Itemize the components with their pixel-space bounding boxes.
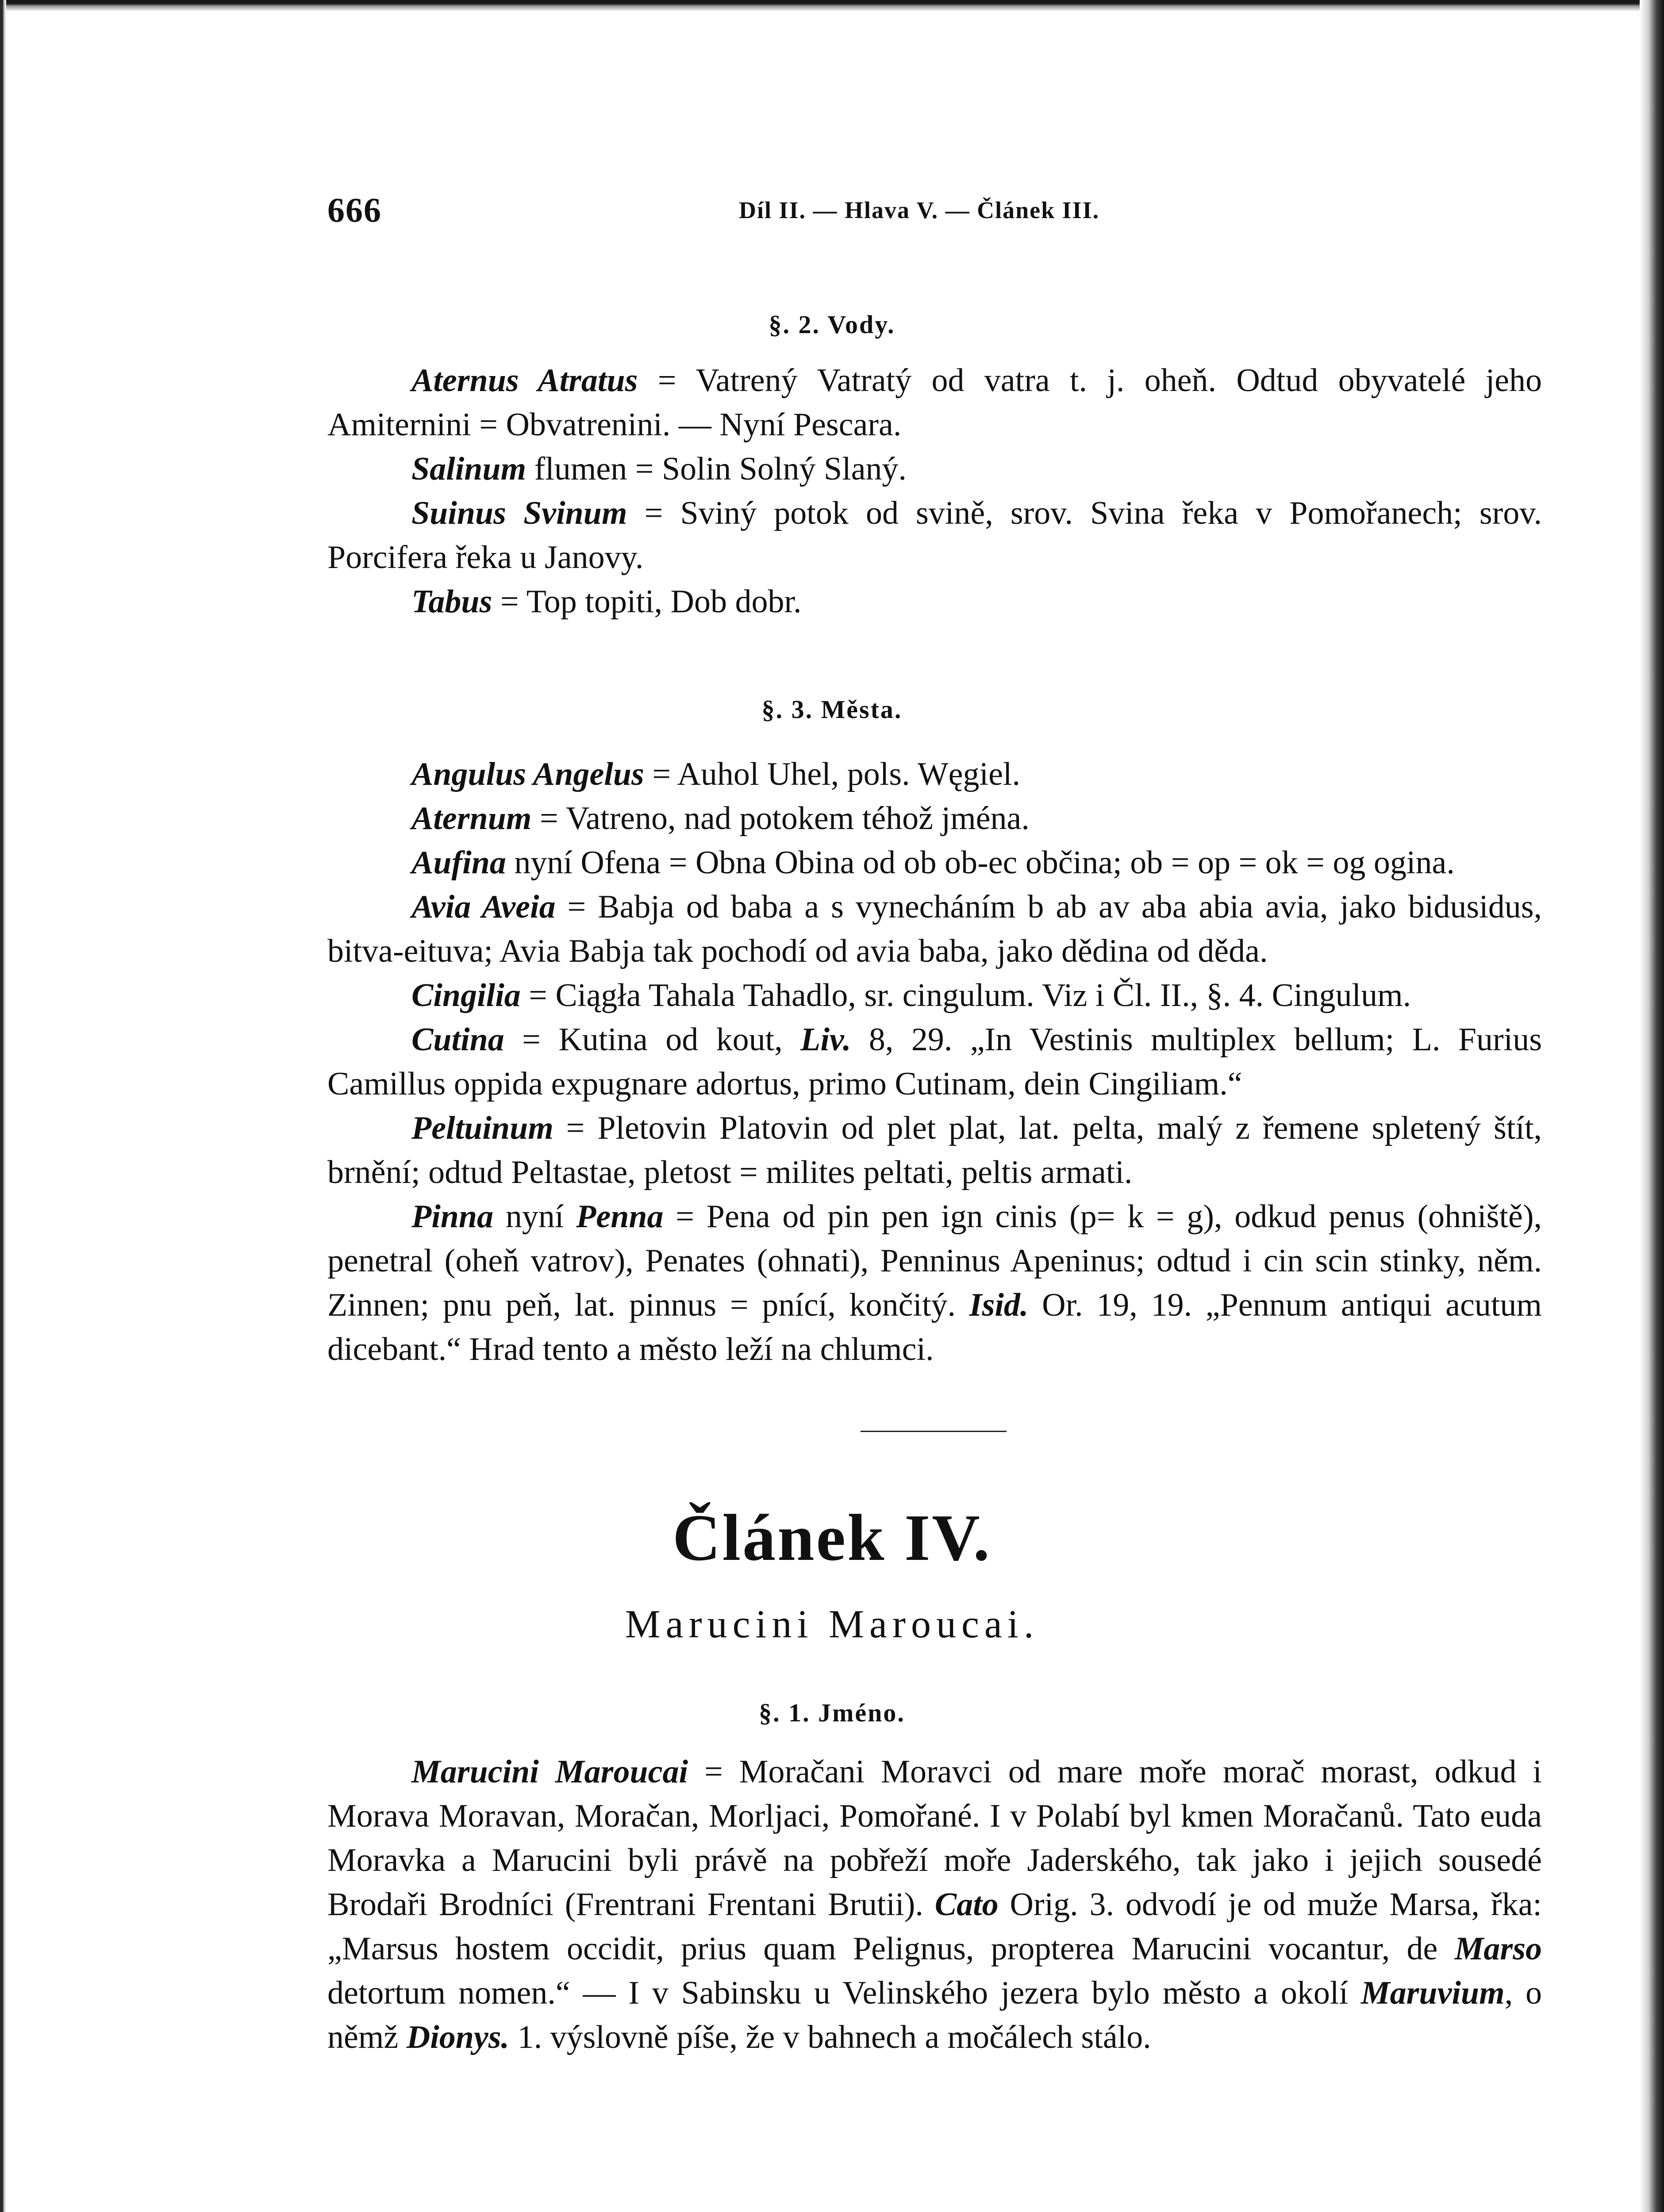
entry-salinum xyxy=(327,447,1542,491)
entry-aternus xyxy=(327,358,1542,447)
running-head xyxy=(327,190,1540,239)
entry-term-alt: Penna xyxy=(576,1198,664,1235)
entry-term: Aternum xyxy=(411,800,532,837)
entry-angulus xyxy=(327,752,1542,796)
entry-term: Avia Aveia xyxy=(411,889,556,925)
section-waters-body xyxy=(327,358,1542,624)
entry-tabus xyxy=(327,580,1542,624)
entry-text-cont: 1. výslovně píše, že v bahnech a močálech stálo. xyxy=(509,2019,1151,2055)
entry-text: = Vatreno, nad potokem téhož jména. xyxy=(531,800,1030,837)
entry-pinna xyxy=(327,1194,1542,1371)
section-heading-towns: §. 3. Města. xyxy=(761,695,903,724)
entry-text: = Ciągła Tahala Tahadlo, sr. cingulum. Viz i Čl. II., §. 4. Cingulum. xyxy=(520,977,1411,1014)
entry-term: Marucini Maroucai xyxy=(411,1754,688,1790)
entry-text: = Babja od baba a s vynecháním b ab av aba abia avia, jako bidusidus, bitva-eituva; Avia Babja tak pochodí od avia baba, jako dědina od děda. xyxy=(327,889,1542,969)
entry-aternum xyxy=(327,796,1542,841)
entry-text: = Pletovin Platovin od plet plat, lat. pelta, malý z řemene spletený štít, brnění; odtud Peltastae, pletost = milites peltati, peltis armati. xyxy=(327,1110,1542,1190)
entry-suinus xyxy=(327,491,1542,580)
section-divider-rule xyxy=(861,1431,1007,1432)
entry-term: Salinum xyxy=(411,451,526,487)
entry-cingilia xyxy=(327,973,1542,1018)
entry-text: nyní Ofena = Obna Obina od ob ob-ec občina; ob = op = ok = og ogina. xyxy=(506,845,1455,881)
entry-text: nyní xyxy=(493,1198,576,1235)
entry-avia xyxy=(327,885,1542,973)
entry-text: flumen = Solin Solný Slaný. xyxy=(526,451,907,487)
entry-term: Angulus Angelus xyxy=(411,756,644,792)
entry-term: Suinus Svinum xyxy=(411,495,627,531)
citation-ref: Dionys. xyxy=(406,2019,510,2055)
entry-text: = Sviný potok od svině, srov. Svina řeka v Pomořanech; srov. Porcifera řeka u Janovy. xyxy=(327,495,1542,576)
entry-text-cont: Orig. 3. odvodí je od muže Marsa, řka: „Marsus hostem occidit, prius quam Pelignus, propterea Marucini vocantur, de xyxy=(327,1886,1542,1967)
entry-term: Aternus Atratus xyxy=(411,362,638,399)
entry-text-cont: detortum nomen.“ — I v Sabinsku u Velinského jezera bylo město a okolí xyxy=(327,1975,1361,2011)
entry-term: Pinna xyxy=(411,1198,494,1235)
entry-text: = Top topiti, Dob dobr. xyxy=(492,584,802,620)
entry-aufina xyxy=(327,841,1542,885)
entry-term: Cingilia xyxy=(411,977,521,1014)
article-title: Článek IV. xyxy=(673,1501,991,1575)
entry-text-cont: 8, 29. „In Vestinis multiplex bellum; L. Furius Camillus oppida expugnare adortus, primo Cutinam, dein Cingiliam.“ xyxy=(327,1022,1542,1102)
running-head-title: Díl II. — Hlava V. — Článek III. xyxy=(739,197,1100,223)
citation-ref: Liv. xyxy=(800,1022,851,1058)
entry-text: = Auhol Uhel, pols. Węgiel. xyxy=(644,756,1020,792)
paragraph-marucini xyxy=(327,1750,1542,2059)
entry-term: Aufina xyxy=(411,845,506,881)
page-number: 666 xyxy=(327,191,382,229)
citation-ref: Maruvium xyxy=(1360,1975,1505,2011)
citation-ref: Cato xyxy=(934,1886,999,1923)
entry-term: Peltuinum xyxy=(411,1110,553,1146)
section-towns-body xyxy=(327,752,1542,1371)
entry-peltuinum xyxy=(327,1106,1542,1194)
entry-text: = Vatrený Vatratý od vatra t. j. oheň. Odtud obyvatelé jeho Amiternini = Obvatrenini. — Nyní Pescara. xyxy=(327,362,1542,443)
entry-term: Tabus xyxy=(411,584,492,620)
entry-text-cont: , o němž xyxy=(327,1975,1542,2055)
entry-text-cont: Or. 19, 19. „Pennum antiqui acutum dicebant.“ Hrad tento a město leží na chlumci. xyxy=(327,1287,1542,1367)
entry-cutina xyxy=(327,1018,1542,1106)
entry-text-cont: = Pena od pin pen ign cinis (p= k = g), odkud penus (ohniště), penetral (oheň vatrov), Penates (ohnati), Penninus Apeninus; odtud i cin scin stinky, něm. Zinnen; pnu peň, lat. pinnus = pnící, končitý. xyxy=(327,1198,1542,1323)
entry-text: = Moračani Moravci od mare moře morač morast, odkud i Morava Moravan, Moračan, Morljaci, Pomořané. I v Polabí byl kmen Moračanů. Tato euda Moravka a Marucini byli právě na pobřeží moře Jaderského, tak jako i jejich sousedé Brodaři Brodníci (Frentrani Frentani Brutii). xyxy=(327,1754,1542,1923)
entry-text: = Kutina od kout, xyxy=(504,1022,801,1058)
entry-term: Cutina xyxy=(411,1022,504,1058)
section-heading-name: §. 1. Jméno. xyxy=(759,1698,905,1727)
article-subtitle: Marucini Maroucai. xyxy=(625,1602,1039,1646)
citation-ref: Isid. xyxy=(969,1287,1029,1323)
section-heading-waters: §. 2. Vody. xyxy=(769,310,895,339)
section-name-body xyxy=(327,1750,1542,2059)
citation-ref: Marso xyxy=(1454,1931,1542,1967)
